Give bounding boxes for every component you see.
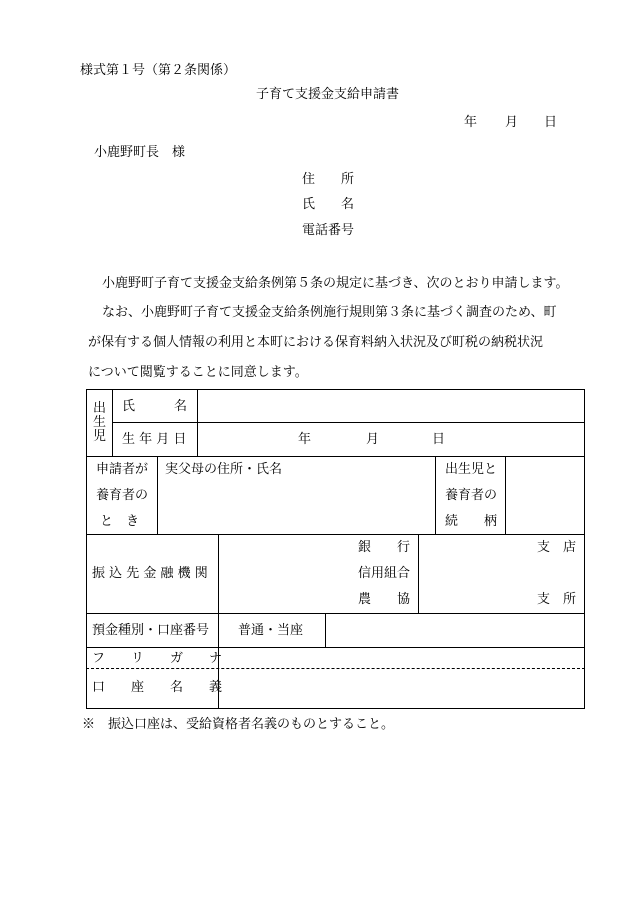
relation-label-1: 出生児と (445, 462, 498, 477)
form-number: 様式第１号（第２条関係） (80, 63, 237, 78)
birthdate-label: 生 年 月 日 (122, 432, 187, 447)
applicant-address-label: 住 所 (302, 172, 355, 187)
guardian-label-1: 申請者が (96, 462, 149, 477)
account-type-label: 預金種別・口座番号 (92, 623, 210, 638)
body-line-2: なお、小鹿野町子育て支援金支給条例施行規則第３条に基づく調査のため、町 (102, 305, 557, 320)
body-line-4: について閲覧することに同意します。 (88, 365, 308, 380)
birth-child-char-3: 児 (93, 429, 107, 444)
birthdate-year: 年 (298, 432, 312, 447)
date-month-label: 月 (505, 115, 519, 130)
page-title: 子育て支援金支給申請書 (256, 87, 400, 102)
name-label: 氏 名 (122, 399, 188, 414)
date-day-label: 日 (544, 115, 558, 130)
bank-label: 振 込 先 金 融 機 関 (92, 566, 208, 581)
guardian-label-2: 養育者の (96, 488, 149, 503)
furigana-label: フ リ ガ ナ (92, 651, 223, 666)
birthdate-month: 月 (366, 432, 380, 447)
relation-label-3: 続 柄 (445, 514, 498, 529)
birthdate-day: 日 (432, 432, 446, 447)
guardian-label-3: と き (100, 514, 140, 529)
applicant-name-label: 氏 名 (302, 197, 355, 212)
bank-type-agri-coop: 農 協 (358, 592, 411, 607)
body-line-1: 小鹿野町子育て支援金支給条例第５条の規定に基づき、次のとおり申請します。 (102, 276, 569, 291)
footer-note: ※ 振込口座は、受給資格者名義のものとすること。 (82, 717, 395, 732)
addressee: 小鹿野町長 様 (94, 145, 186, 160)
bank-type-credit-union: 信用組合 (358, 566, 411, 581)
branch-office-label: 支 所 (537, 592, 577, 607)
applicant-phone-label: 電話番号 (302, 223, 355, 238)
account-type-value: 普通・当座 (238, 623, 304, 638)
branch-store-label: 支 店 (537, 540, 577, 555)
date-year-label: 年 (464, 115, 478, 130)
relation-label-2: 養育者の (445, 488, 498, 503)
body-line-3: が保有する個人情報の利用と本町における保育料納入状況及び町税の納税状況 (88, 335, 544, 350)
account-holder-label: 口 座 名 義 (92, 680, 223, 695)
parent-address-name-label: 実父母の住所・氏名 (165, 462, 283, 477)
bank-type-bank: 銀 行 (358, 540, 411, 555)
birth-child-char-1: 出 (93, 401, 107, 416)
birth-child-char-2: 生 (93, 415, 107, 430)
